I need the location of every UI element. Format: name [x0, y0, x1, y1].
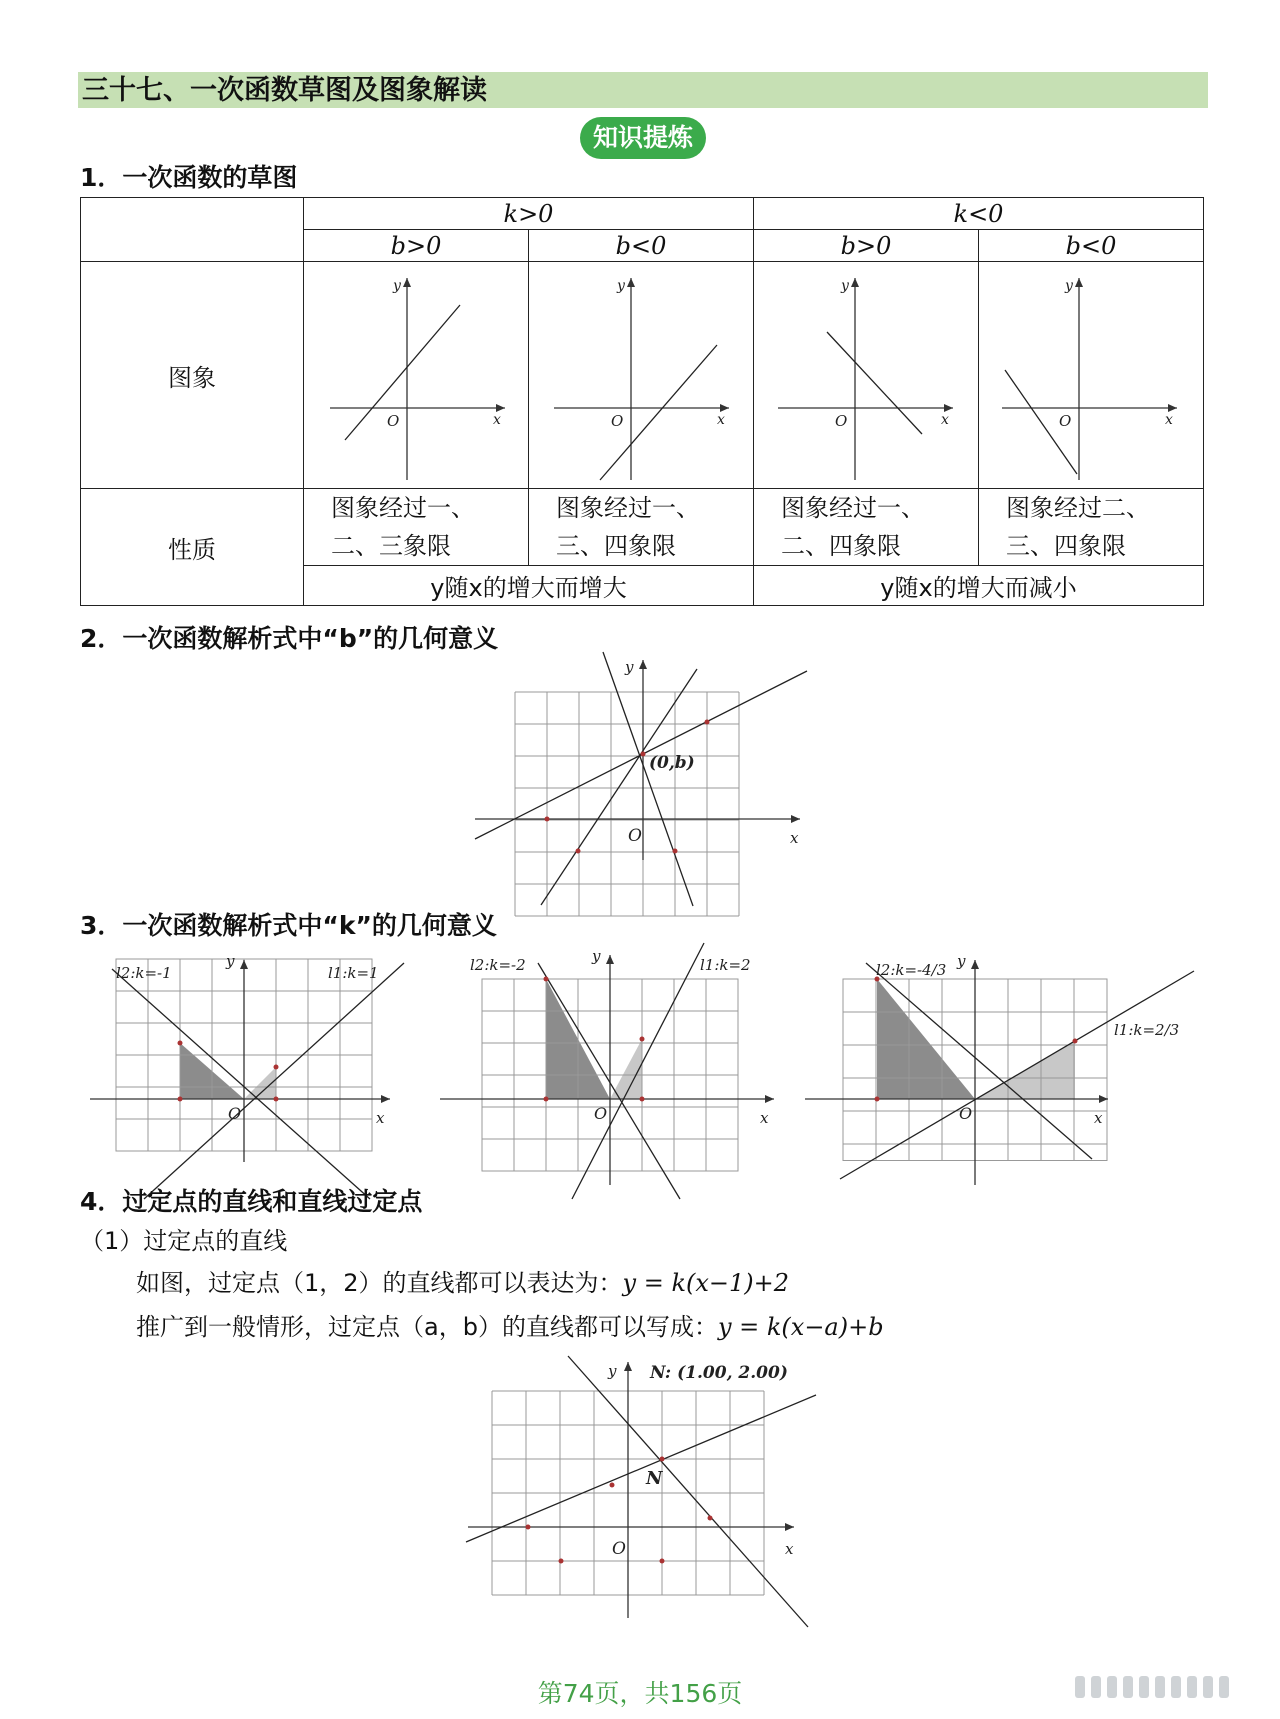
- y-label: y: [841, 278, 849, 294]
- l2-label: l2:k=-1: [116, 964, 172, 982]
- x-label: x: [785, 1540, 794, 1558]
- origin-label: O: [594, 1104, 608, 1123]
- x-label: x: [790, 829, 799, 847]
- x-label: x: [493, 412, 501, 428]
- marked-point: [610, 1483, 615, 1488]
- origin-label: O: [959, 1104, 973, 1123]
- property-text: 图象经过一、二、三象限: [331, 494, 475, 560]
- x-label: x: [717, 412, 725, 428]
- header-k-pos: k>0: [304, 198, 754, 230]
- section-2-heading: 2．一次函数解析式中“b”的几何意义: [80, 624, 499, 653]
- header-k-neg: k<0: [754, 198, 1204, 230]
- line-negative: [568, 1356, 808, 1627]
- header-b-pos: b>0: [304, 230, 529, 262]
- y-label: y: [608, 1362, 617, 1380]
- marked-point: [660, 1457, 665, 1462]
- knowledge-badge: 知识提炼: [580, 117, 706, 159]
- l2-label: l2:k=-4/3: [876, 961, 947, 979]
- fixed-point-text: 如图，过定点（1，2）的直线都可以表达为：: [136, 1269, 623, 1297]
- section-1-heading: 1．一次函数的草图: [80, 163, 298, 192]
- x-label: x: [1165, 412, 1173, 428]
- property-text: 图象经过一、二、四象限: [781, 494, 925, 560]
- origin-label: O: [612, 1539, 626, 1559]
- trend-increasing: y随x的增大而增大: [304, 566, 754, 606]
- y-label: y: [592, 947, 601, 965]
- l1-label: l1:k=2: [700, 956, 751, 974]
- y-label: y: [957, 952, 966, 970]
- header-b-neg: b<0: [979, 230, 1204, 262]
- y-label: y: [1065, 278, 1073, 294]
- property-text: 图象经过一、三、四象限: [556, 494, 700, 560]
- watermark-logo: [1075, 1676, 1255, 1698]
- l1-label: l1:k=1: [328, 964, 379, 982]
- fixed-point-formula: y = k(x−1)+2: [622, 1269, 790, 1297]
- y-label: y: [617, 278, 625, 294]
- trend-decreasing: y随x的增大而减小: [754, 566, 1204, 606]
- header-b-pos: b>0: [754, 230, 979, 262]
- l1-label: l1:k=2/3: [1114, 1021, 1180, 1039]
- x-label: x: [941, 412, 949, 428]
- origin-label: O: [228, 1104, 242, 1123]
- page-title: 三十七、一次函数草图及图象解读: [82, 75, 487, 106]
- point-n-label: N: [646, 1468, 663, 1489]
- general-text: 推广到一般情形，过定点（a，b）的直线都可以写成：: [136, 1313, 718, 1341]
- y-label: y: [393, 278, 401, 294]
- section-4-heading: 4．过定点的直线和直线过定点: [80, 1187, 423, 1216]
- origin-label: O: [1059, 412, 1072, 430]
- x-axis-head: [785, 1523, 794, 1531]
- marked-point: [660, 1559, 665, 1564]
- origin-label: O: [611, 412, 624, 430]
- general-formula: y = k(x−a)+b: [717, 1313, 884, 1341]
- header-b-neg: b<0: [529, 230, 754, 262]
- l2-label: l2:k=-2: [470, 956, 526, 974]
- x-label: x: [1094, 1109, 1103, 1127]
- property-text: 图象经过二、三、四象限: [1006, 494, 1150, 560]
- section-4-1-heading: （1）过定点的直线: [80, 1227, 288, 1255]
- x-label: x: [376, 1109, 385, 1127]
- row-label-graph: 图象: [81, 262, 304, 489]
- section-3-heading: 3．一次函数解析式中“k”的几何意义: [80, 911, 497, 940]
- origin-label: O: [387, 412, 400, 430]
- y-axis-head: [624, 1362, 632, 1371]
- intercept-label: (0,b): [649, 753, 695, 773]
- marked-point: [559, 1559, 564, 1564]
- y-label: y: [625, 658, 634, 676]
- origin-label: O: [835, 412, 848, 430]
- marked-point: [708, 1516, 713, 1521]
- y-label: y: [226, 952, 235, 970]
- marked-point: [526, 1525, 531, 1530]
- point-n-coordinates: N: (1.00, 2.00): [650, 1363, 788, 1383]
- origin-label: O: [628, 826, 642, 846]
- page-footer: 第74页，共156页: [537, 1679, 743, 1708]
- row-label-property: 性质: [81, 489, 304, 606]
- x-label: x: [760, 1109, 769, 1127]
